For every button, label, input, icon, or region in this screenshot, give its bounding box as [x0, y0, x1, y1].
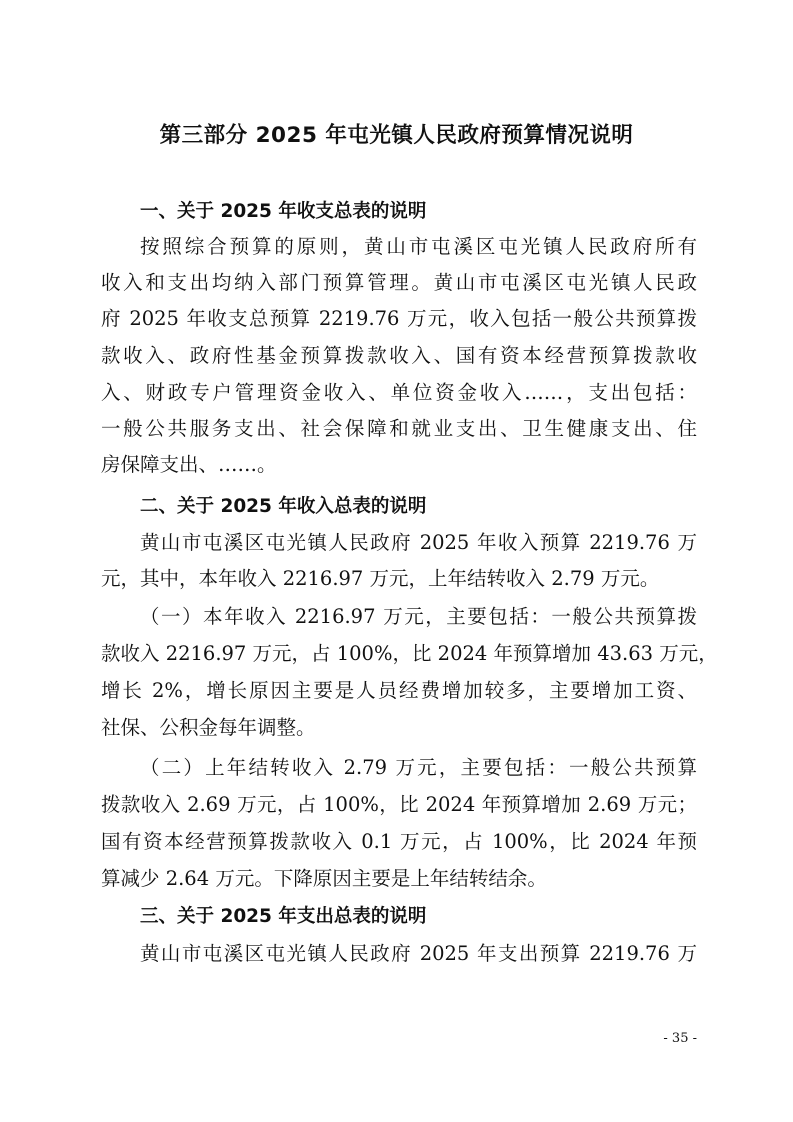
paragraph-line: 算减少 2.64 万元。下降原因主要是上年结转结余。	[101, 867, 547, 890]
paragraph-line: 增长 2%，增长原因主要是人员经费增加较多，主要增加工资、	[101, 679, 697, 702]
paragraph-line: 府 2025 年收支总预算 2219.76 万元，收入包括一般公共预算拨	[101, 307, 697, 330]
paragraph-line: 款收入、政府性基金预算拨款收入、国有资本经营预算拨款收	[101, 344, 697, 367]
paragraph-line: 房保障支出、……。	[101, 453, 277, 476]
page-number: - 35 -	[663, 1031, 697, 1046]
paragraph-line: 按照综合预算的原则，黄山市屯溪区屯光镇人民政府所有	[140, 235, 697, 258]
paragraph-line: （一）本年收入 2216.97 万元，主要包括：一般公共预算拨	[140, 605, 697, 628]
section-heading-3: 三、关于 2025 年支出总表的说明	[140, 906, 427, 927]
paragraph-line: 入、财政专户管理资金收入、单位资金收入……，支出包括：	[101, 381, 697, 404]
paragraph-line: 黄山市屯溪区屯光镇人民政府 2025 年支出预算 2219.76 万	[140, 942, 697, 965]
paragraph-line: 收入和支出均纳入部门预算管理。黄山市屯溪区屯光镇人民政	[101, 271, 697, 294]
paragraph-line: 黄山市屯溪区屯光镇人民政府 2025 年收入预算 2219.76 万	[140, 531, 697, 554]
section-heading-2: 二、关于 2025 年收入总表的说明	[140, 496, 427, 517]
paragraph-line: 款收入 2216.97 万元，占 100%，比 2024 年预算增加 43.63 万元，	[101, 642, 718, 665]
paragraph-line: （二）上年结转收入 2.79 万元，主要包括：一般公共预算	[140, 756, 697, 779]
paragraph-line: 一般公共服务支出、社会保障和就业支出、卫生健康支出、住	[101, 417, 697, 440]
page-title: 第三部分 2025 年屯光镇人民政府预算情况说明	[159, 123, 634, 148]
section-heading-1: 一、关于 2025 年收支总表的说明	[140, 201, 427, 222]
paragraph-line: 社保、公积金每年调整。	[101, 716, 316, 739]
paragraph-line: 拨款收入 2.69 万元，占 100%，比 2024 年预算增加 2.69 万元；	[101, 793, 697, 816]
paragraph-line: 元，其中，本年收入 2216.97 万元，上年结转收入 2.79 万元。	[101, 567, 660, 590]
paragraph-line: 国有资本经营预算拨款收入 0.1 万元，占 100%，比 2024 年预	[101, 830, 697, 853]
